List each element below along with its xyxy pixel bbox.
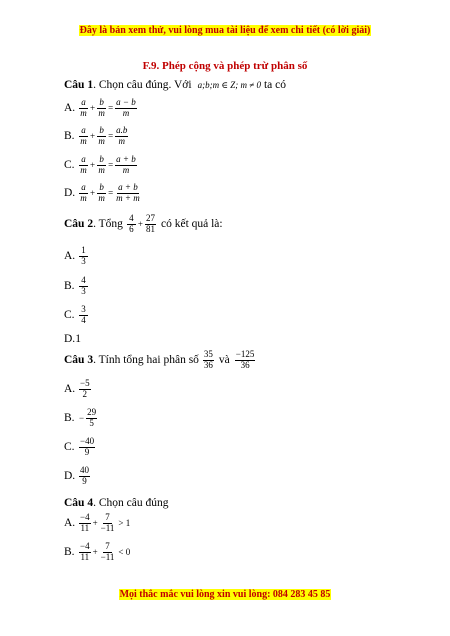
footer-notice: Mọi thắc mắc vui lòng xin vui lòng: 084 283 45 85: [119, 589, 331, 600]
q3-option-d[interactable]: D. $\frac{40}{9}$: [64, 465, 89, 486]
q1-option-c[interactable]: C. $\frac{a}{m}$ + $\frac{b}{m}$ = $\frac{a + b}{m}$: [64, 154, 136, 175]
question-3: Câu 3 . Tính tổng hai phân số $\frac{35}{36}$ và $\frac{-125}{36}$: [64, 349, 255, 370]
q2-option-d[interactable]: D. 1: [64, 333, 81, 345]
q3-option-a[interactable]: A. $\frac{-5}{2}$: [64, 378, 90, 399]
question-1: Câu 1 . Chọn câu đúng. Với a;b;m ∈ Z; m ≠ 0 ta có: [64, 79, 286, 91]
question-label: Câu 3: [64, 354, 94, 367]
question-2: Câu 2 . Tổng $\frac{4}{6}$ + $\frac{27}{81}$ có kết quả là:: [64, 213, 223, 234]
section-title: F.9. Phép cộng và phép trừ phân số: [142, 60, 308, 72]
question-4: Câu 4 . Chọn câu đúng: [64, 497, 169, 509]
q1-option-d[interactable]: D. $\frac{a}{m}$ + $\frac{b}{m}$ = $\frac{a + b}{m + m}$: [64, 182, 140, 203]
q3-option-c[interactable]: C. $\frac{-40}{9}$: [64, 436, 95, 457]
q2-option-b[interactable]: B. $\frac{4}{3}$: [64, 276, 89, 297]
q3-option-b[interactable]: B. − $\frac{29}{5}$: [64, 407, 97, 428]
question-label: Câu 4: [64, 497, 94, 509]
q2-option-c[interactable]: C. $\frac{3}{4}$: [64, 305, 89, 326]
question-label: Câu 1: [64, 79, 94, 91]
q2-option-a[interactable]: A. $\frac{1}{3}$: [64, 246, 89, 267]
q4-option-a[interactable]: A. $\frac{-4}{11}$ + $\frac{7}{-11}$ > 1: [64, 512, 131, 533]
q1-option-b[interactable]: B. $\frac{a}{m}$ + $\frac{b}{m}$ = $\frac{a.b}{m}$: [64, 125, 128, 146]
q4-option-b[interactable]: B. $\frac{-4}{11}$ + $\frac{7}{-11}$ < 0: [64, 541, 131, 562]
header-notice: Đây là bản xem thử, vui lòng mua tài liệu để xem chi tiết (có lời giải): [79, 25, 371, 36]
question-label: Câu 2: [64, 218, 94, 231]
q1-option-a[interactable]: A. $\frac{a}{m}$ + $\frac{b}{m}$ = $\frac{a - b}{m}$: [64, 97, 136, 118]
